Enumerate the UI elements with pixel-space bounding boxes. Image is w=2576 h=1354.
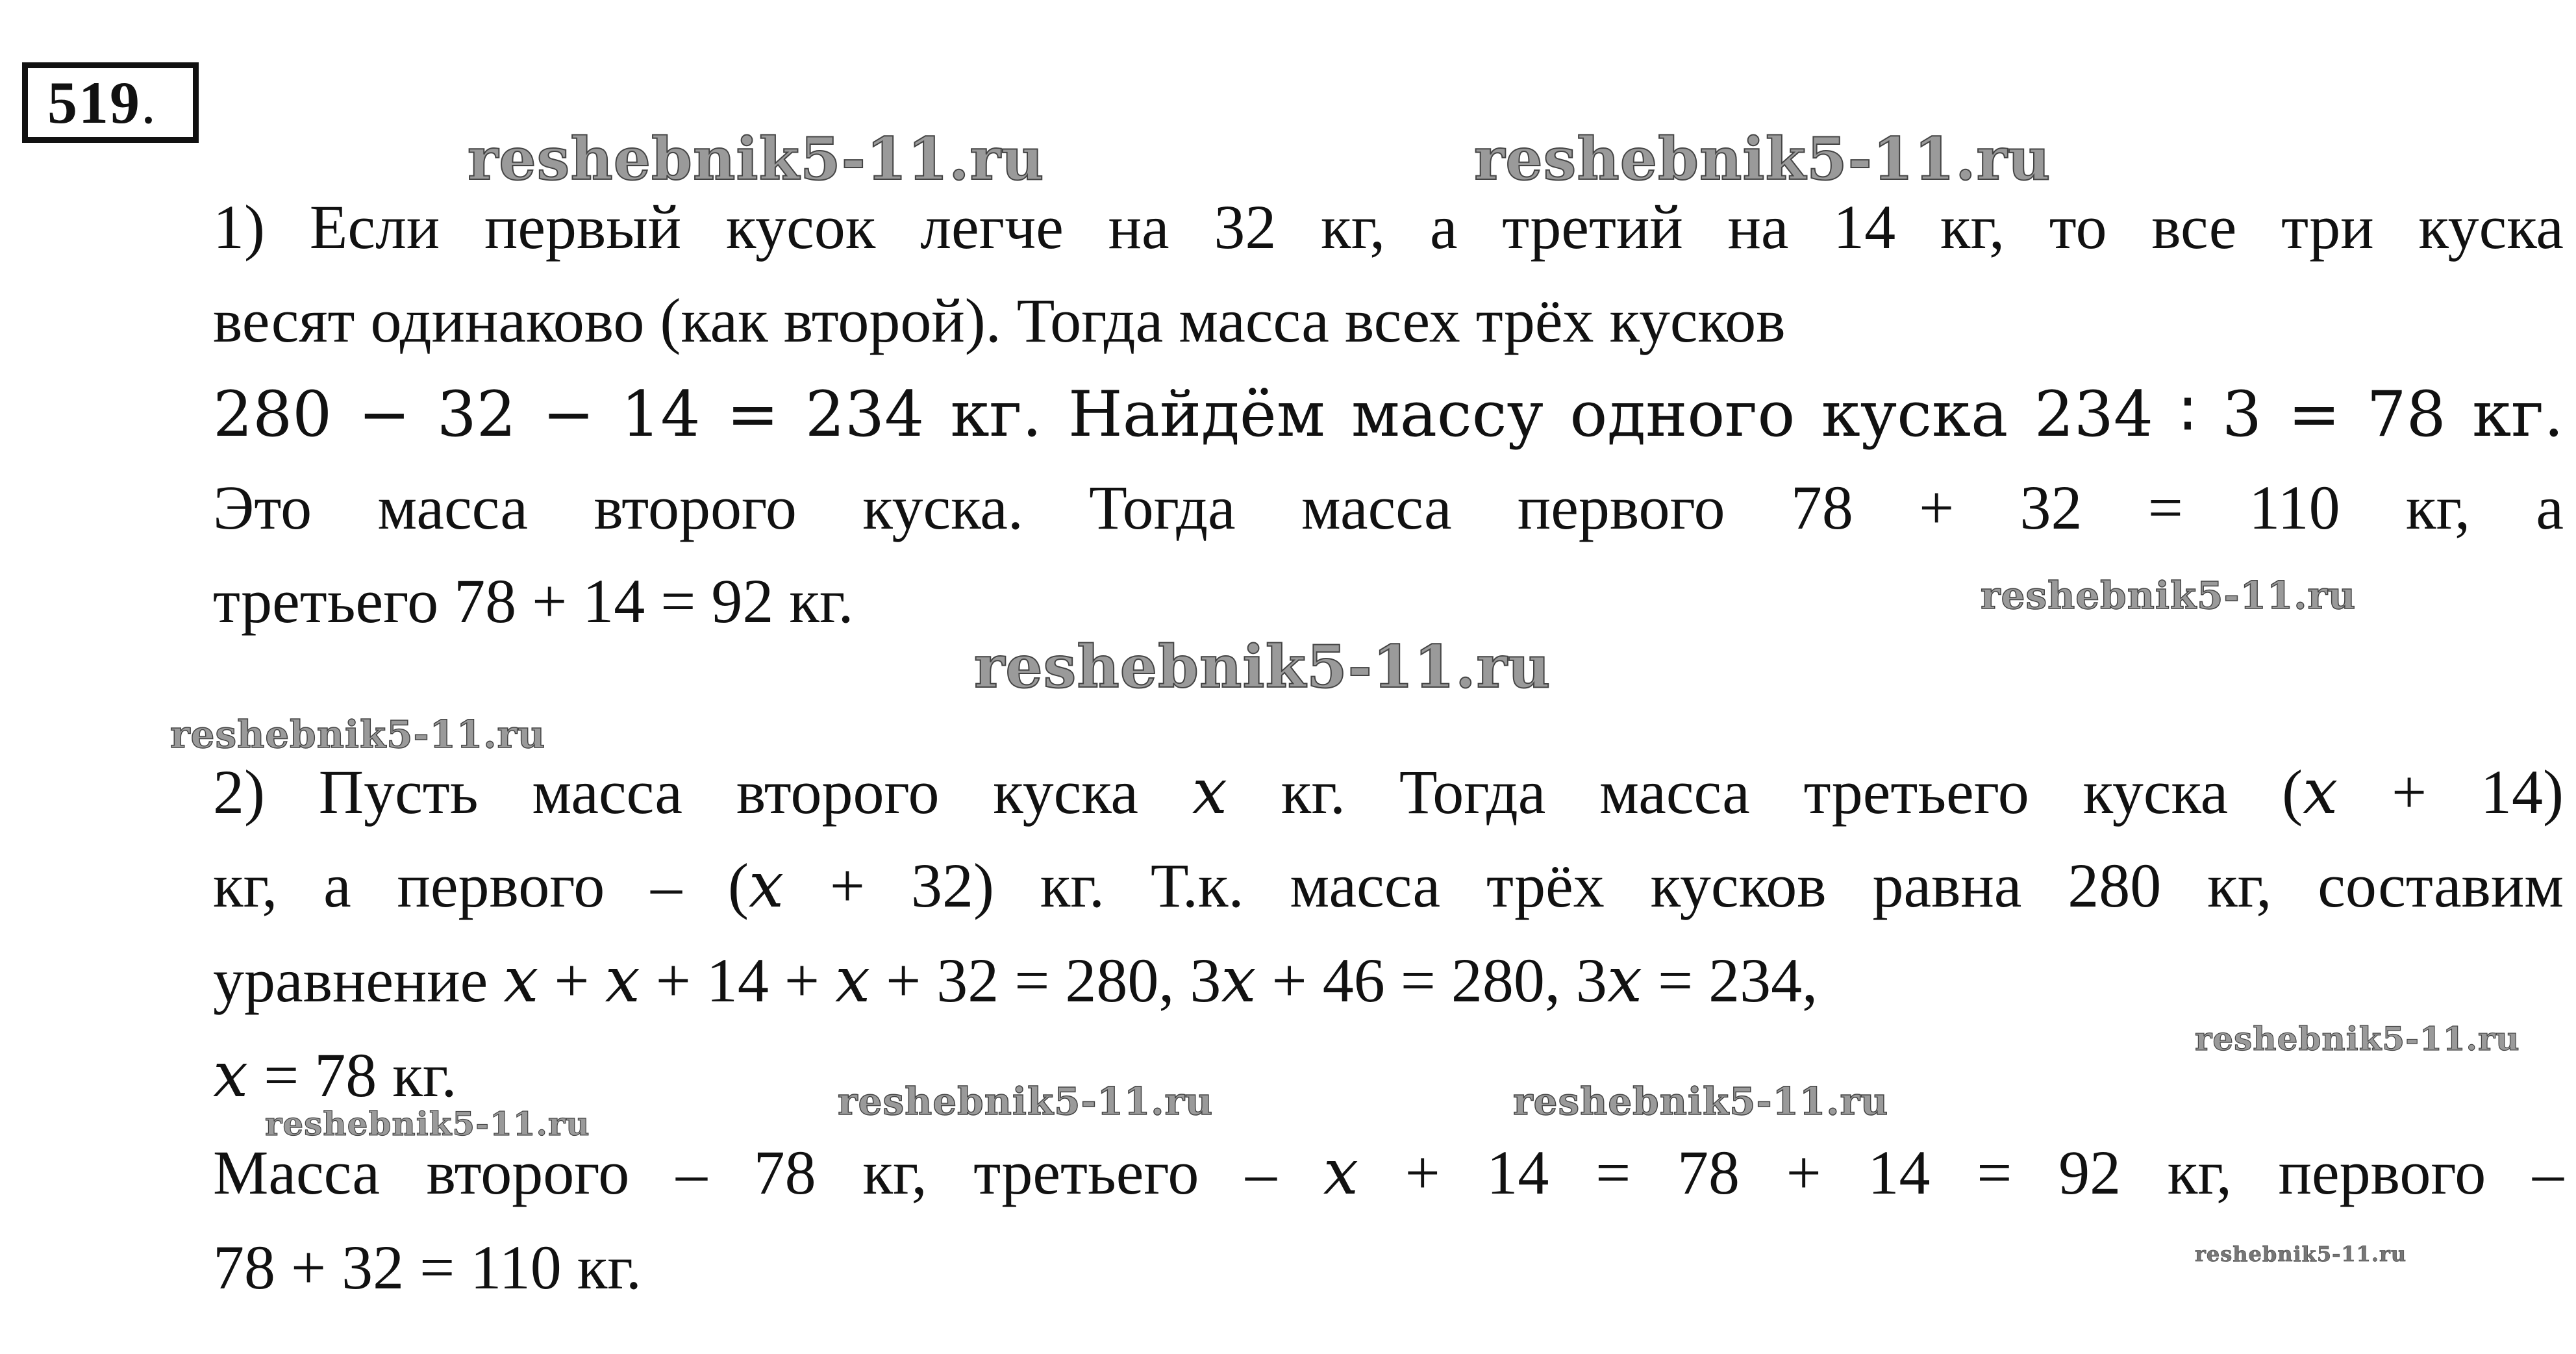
- solution-part2-line: кг, а первого – (𝑥 + 32) кг. Т.к. масса трёх кусков равна 280 кг, составим: [213, 851, 2564, 920]
- watermark: reshebnik5-11.ru: [1513, 1079, 1889, 1123]
- watermark: reshebnik5-11.ru: [1981, 573, 2357, 618]
- solution-part2-line: 78 + 32 = 110 кг.: [213, 1233, 642, 1302]
- solution-part2-line: уравнение 𝑥 + 𝑥 + 14 + 𝑥 + 32 = 280, 3𝑥 + 46 = 280, 3𝑥 = 234,: [213, 946, 1818, 1015]
- solution-part1-line: третьего 78 + 14 = 92 кг.: [213, 566, 854, 636]
- watermark: reshebnik5-11.ru: [2195, 1242, 2407, 1266]
- watermark: reshebnik5-11.ru: [468, 125, 1045, 194]
- solution-part2-line: 2) Пусть масса второго куска 𝑥 кг. Тогда масса третьего куска (𝑥 + 14): [213, 757, 2564, 827]
- problem-number: 519: [47, 69, 141, 136]
- problem-number-box: [22, 62, 199, 143]
- problem-number-dot: .: [141, 69, 157, 136]
- solution-part1-line: 280 − 32 − 14 = 234 кг. Найдём массу одного куска 234 ∶ 3 = 78 кг.: [213, 378, 2564, 451]
- watermark: reshebnik5-11.ru: [974, 633, 1551, 701]
- solution-part2-line: 𝑥 = 78 кг.: [213, 1040, 457, 1110]
- solution-part1-line: 1) Если первый кусок легче на 32 кг, а третий на 14 кг, то все три куска: [213, 192, 2564, 262]
- watermark: reshebnik5-11.ru: [2195, 1020, 2520, 1058]
- solution-part2-line: Масса второго – 78 кг, третьего – 𝑥 + 14 = 78 + 14 = 92 кг, первого –: [213, 1138, 2564, 1207]
- watermark: reshebnik5-11.ru: [838, 1079, 1214, 1123]
- solution-part1-line: Это масса второго куска. Тогда масса первого 78 + 32 = 110 кг, а: [213, 473, 2564, 542]
- solution-part1-line: весят одинаково (как второй). Тогда масса всех трёх кусков: [213, 286, 1786, 355]
- watermark: reshebnik5-11.ru: [1474, 125, 2051, 194]
- watermark: reshebnik5-11.ru: [265, 1105, 590, 1143]
- watermark: reshebnik5-11.ru: [170, 712, 546, 757]
